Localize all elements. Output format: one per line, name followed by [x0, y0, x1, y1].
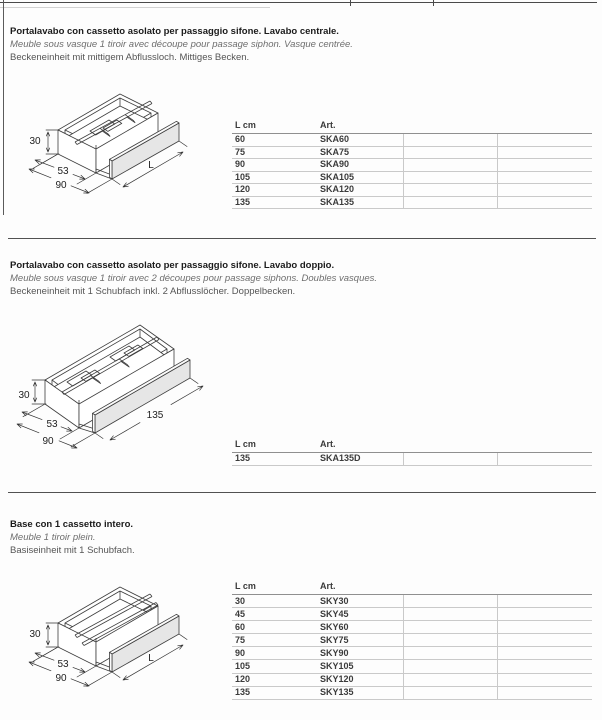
- article-cell: SKA105: [318, 171, 403, 184]
- length-cell: 75: [232, 146, 318, 159]
- table-row: [232, 196, 592, 209]
- article-cell: SKA120: [318, 184, 403, 197]
- empty-cell: [403, 184, 497, 197]
- empty-cell: [403, 159, 497, 172]
- dim-height-label: 30: [18, 390, 30, 401]
- table-header-row: [232, 117, 592, 134]
- col-header-article: Art.: [318, 578, 403, 595]
- col-header-empty: [497, 117, 592, 134]
- table-row: [232, 146, 592, 159]
- dim-height-label: 30: [29, 629, 41, 640]
- empty-cell: [497, 134, 592, 147]
- length-cell: 60: [232, 134, 318, 147]
- length-cell: 45: [232, 608, 318, 621]
- length-cell: 120: [232, 673, 318, 686]
- section2-subtitle-german: Beckeneinheit mit 1 Schubfach inkl. 2 Abflusslöcher. Doppelbecken.: [10, 286, 296, 297]
- page-top-faint-rule: [0, 7, 270, 8]
- article-cell: SKA135D: [318, 453, 403, 466]
- section3-subtitle-german: Basiseinheit mit 1 Schubfach.: [10, 545, 135, 556]
- page-left-border: [3, 0, 4, 215]
- size-table-sky: [232, 578, 592, 700]
- length-cell: 105: [232, 660, 318, 673]
- col-header-length: L cm: [232, 578, 318, 595]
- empty-cell: [497, 453, 592, 466]
- length-cell: 90: [232, 159, 318, 172]
- section-divider: [8, 492, 596, 493]
- empty-cell: [403, 634, 497, 647]
- dim-depth-label: 53: [57, 166, 69, 177]
- empty-cell: [497, 608, 592, 621]
- length-cell: 135: [232, 196, 318, 209]
- table-row: [232, 595, 592, 608]
- empty-cell: [403, 686, 497, 699]
- section2-title-italian: Portalavabo con cassetto asolato per passaggio sifone. Lavabo doppio.: [10, 260, 335, 271]
- empty-cell: [403, 595, 497, 608]
- table-row: [232, 608, 592, 621]
- table-row: [232, 634, 592, 647]
- empty-cell: [497, 660, 592, 673]
- empty-cell: [403, 660, 497, 673]
- article-cell: SKA90: [318, 159, 403, 172]
- table-row: [232, 686, 592, 699]
- empty-cell: [403, 196, 497, 209]
- base-unit-diagram: [15, 578, 230, 703]
- table-row: [232, 647, 592, 660]
- article-cell: SKY75: [318, 634, 403, 647]
- empty-cell: [497, 634, 592, 647]
- empty-cell: [497, 621, 592, 634]
- length-cell: 105: [232, 171, 318, 184]
- top-table-column-tick: [350, 0, 351, 6]
- empty-cell: [403, 621, 497, 634]
- length-cell: 120: [232, 184, 318, 197]
- col-header-length: L cm: [232, 436, 318, 453]
- empty-cell: [403, 647, 497, 660]
- length-cell: 60: [232, 621, 318, 634]
- single-basin-cabinet-diagram: [15, 85, 230, 210]
- article-cell: SKY135: [318, 686, 403, 699]
- length-cell: 135: [232, 686, 318, 699]
- section-divider: [8, 238, 596, 239]
- article-cell: SKY45: [318, 608, 403, 621]
- length-cell: 90: [232, 647, 318, 660]
- col-header-empty: [497, 578, 592, 595]
- section1-subtitle-french: Meuble sous vasque 1 tiroir avec découpe pour passage siphon. Vasque centrée.: [10, 39, 353, 50]
- article-cell: SKY105: [318, 660, 403, 673]
- page-top-rule: [0, 2, 597, 3]
- section2-subtitle-french: Meuble sous vasque 1 tiroir avec 2 découpes pour passage siphons. Doubles vasques.: [10, 273, 378, 284]
- col-header-empty: [497, 436, 592, 453]
- table-row: [232, 134, 592, 147]
- col-header-article: Art.: [318, 436, 403, 453]
- dim-depth-label: 53: [46, 419, 58, 430]
- empty-cell: [497, 673, 592, 686]
- empty-cell: [403, 453, 497, 466]
- dim-length-label: 135: [146, 410, 164, 421]
- empty-cell: [403, 608, 497, 621]
- size-table-ska-double: [232, 436, 592, 466]
- section1-title-italian: Portalavabo con cassetto asolato per passaggio sifone. Lavabo centrale.: [10, 26, 339, 37]
- size-table-ska: [232, 117, 592, 209]
- table-row: [232, 673, 592, 686]
- length-cell: 135: [232, 453, 318, 466]
- table-header-row: [232, 436, 592, 453]
- table-row: [232, 621, 592, 634]
- table-row: [232, 660, 592, 673]
- empty-cell: [497, 686, 592, 699]
- dim-extension-label: 90: [55, 673, 67, 684]
- article-cell: SKY60: [318, 621, 403, 634]
- double-basin-cabinet-diagram: [15, 320, 240, 460]
- col-header-article: Art.: [318, 117, 403, 134]
- section3-title-italian: Base con 1 cassetto intero.: [10, 519, 134, 530]
- empty-cell: [497, 171, 592, 184]
- article-cell: SKY30: [318, 595, 403, 608]
- table-row: [232, 159, 592, 172]
- length-cell: 75: [232, 634, 318, 647]
- col-header-length: L cm: [232, 117, 318, 134]
- article-cell: SKA135: [318, 196, 403, 209]
- section1-subtitle-german: Beckeneinheit mit mittigem Abflussloch. Mittiges Becken.: [10, 52, 250, 63]
- empty-cell: [403, 146, 497, 159]
- dim-extension-label: 90: [55, 180, 67, 191]
- col-header-empty: [403, 117, 497, 134]
- dim-extension-label: 90: [42, 436, 54, 447]
- dim-length-label: L: [148, 160, 154, 171]
- table-row: [232, 171, 592, 184]
- dim-depth-label: 53: [57, 659, 69, 670]
- article-cell: SKA60: [318, 134, 403, 147]
- empty-cell: [403, 171, 497, 184]
- table-row: [232, 184, 592, 197]
- length-cell: 30: [232, 595, 318, 608]
- dim-length-label: L: [148, 653, 154, 664]
- empty-cell: [497, 196, 592, 209]
- dim-height-label: 30: [29, 136, 41, 147]
- empty-cell: [403, 134, 497, 147]
- article-cell: SKA75: [318, 146, 403, 159]
- empty-cell: [403, 673, 497, 686]
- empty-cell: [497, 595, 592, 608]
- section3-subtitle-french: Meuble 1 tiroir plein.: [10, 532, 96, 543]
- col-header-empty: [403, 436, 497, 453]
- empty-cell: [497, 159, 592, 172]
- table-header-row: [232, 578, 592, 595]
- table-row: [232, 453, 592, 466]
- col-header-empty: [403, 578, 497, 595]
- empty-cell: [497, 647, 592, 660]
- top-table-column-tick: [433, 0, 434, 6]
- empty-cell: [497, 184, 592, 197]
- article-cell: SKY90: [318, 647, 403, 660]
- empty-cell: [497, 146, 592, 159]
- article-cell: SKY120: [318, 673, 403, 686]
